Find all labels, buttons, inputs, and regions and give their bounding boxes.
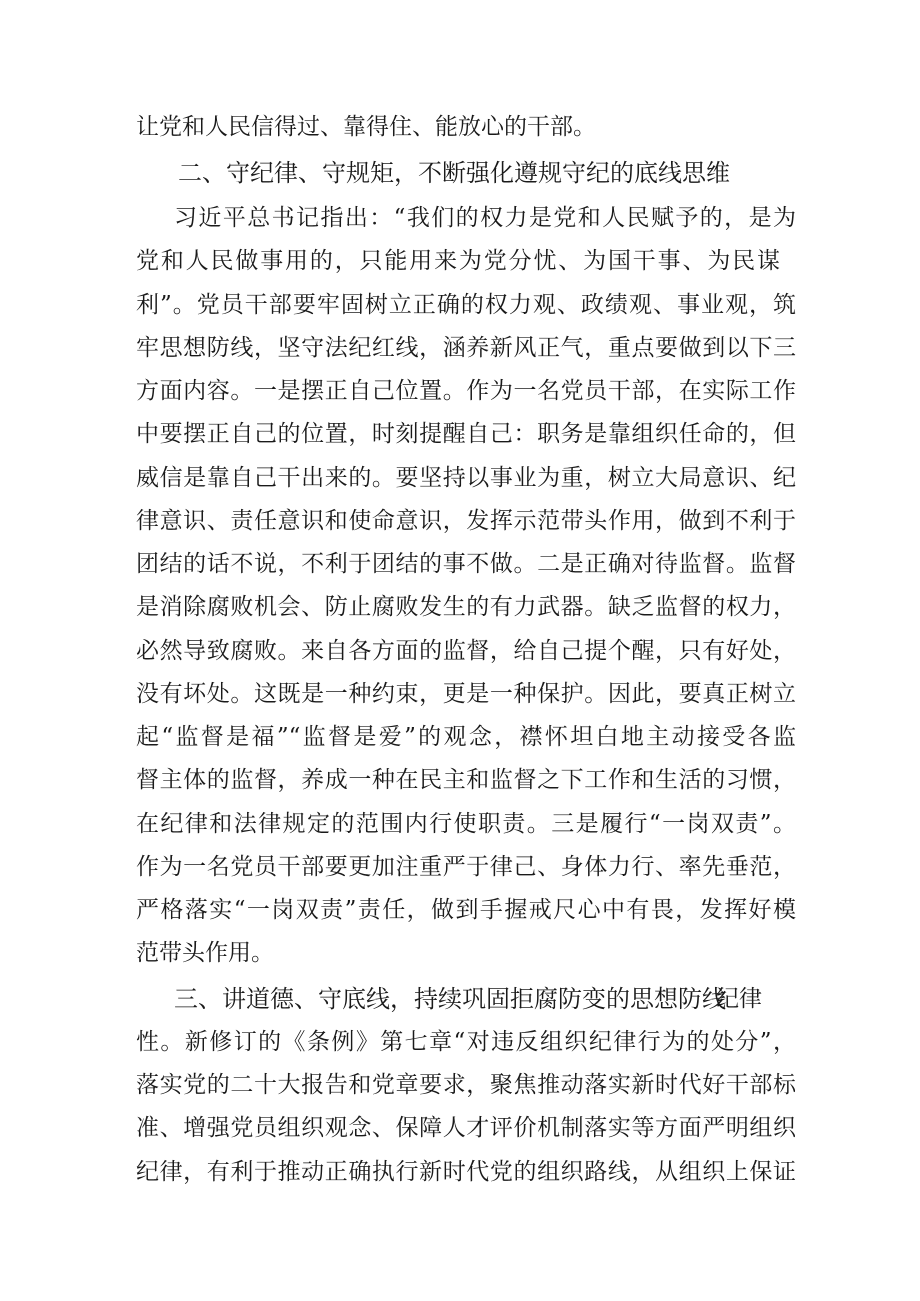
paragraph-line: 中要摆正自己的位置，时刻提醒自己：职务是靠组织任命的，但 <box>136 421 796 447</box>
paragraph-line: 作为一名党员干部要更加注重严于律己、身体力行、率先垂范， <box>136 854 796 880</box>
paragraph-line: 牢思想防线，坚守法纪红线，涵养新风正气，重点要做到以下三 <box>136 335 796 361</box>
paragraph-line: 团结的话不说，不利于团结的事不做。二是正确对待监督。监督 <box>136 551 796 577</box>
paragraph-line: 方面内容。一是摆正自己位置。作为一名党员干部，在实际工作 <box>136 378 796 404</box>
paragraph-line-intro: 让党和人民信得过、靠得住、能放心的干部。 <box>136 114 596 140</box>
section-2-heading: 二、守纪律、守规矩，不断强化遵规守纪的底线思维 <box>178 159 730 187</box>
paragraph-line: 纪律，有利于推动正确执行新时代党的组织路线，从组织上保证 <box>136 1159 796 1185</box>
paragraph-line: 起“监督是福”“监督是爱”的观念，襟怀坦白地主动接受各监 <box>136 724 796 750</box>
paragraph-line: 利”。党员干部要牢固树立正确的权力观、政绩观、事业观，筑 <box>136 292 796 318</box>
paragraph-line: 必然导致腐败。来自各方面的监督，给自己提个醒，只有好处， <box>136 638 796 664</box>
paragraph-line: 在纪律和法律规定的范围内行使职责。三是履行“一岗双责”。 <box>136 811 796 837</box>
paragraph-line: 律意识、责任意识和使命意识，发挥示范带头作用，做到不利于 <box>136 508 796 534</box>
paragraph-line: 性。新修订的《条例》第七章“对违反组织纪律行为的处分”， <box>136 1029 796 1055</box>
paragraph-line: 范带头作用。 <box>136 940 274 966</box>
paragraph-line: 督主体的监督，养成一种在民主和监督之下工作和生活的习惯， <box>136 767 796 793</box>
paragraph-line: 落实党的二十大报告和党章要求，聚焦推动落实新时代好干部标 <box>136 1072 796 1098</box>
section-3-heading: 三、讲道德、守底线，持续巩固拒腐防变的思想防线 <box>174 985 726 1013</box>
paragraph-line: 威信是靠自己干出来的。要坚持以事业为重，树立大局意识、纪 <box>136 465 796 491</box>
paragraph-line: 严格落实“一岗双责”责任，做到手握戒尺心中有畏，发挥好模 <box>136 897 796 923</box>
paragraph-line: 准、增强党员组织观念、保障人才评价机制落实等方面严明组织 <box>136 1115 796 1141</box>
paragraph-line: 党和人民做事用的，只能用来为党分忧、为国干事、为民谋 <box>136 248 780 274</box>
paragraph-line-start: 纪律 <box>716 986 762 1012</box>
paragraph-line: 习近平总书记指出：“我们的权力是党和人民赋予的，是为 <box>174 205 796 231</box>
paragraph-line: 没有坏处。这既是一种约束，更是一种保护。因此，要真正树立 <box>136 681 796 707</box>
paragraph-line: 是消除腐败机会、防止腐败发生的有力武器。缺乏监督的权力， <box>136 594 796 620</box>
